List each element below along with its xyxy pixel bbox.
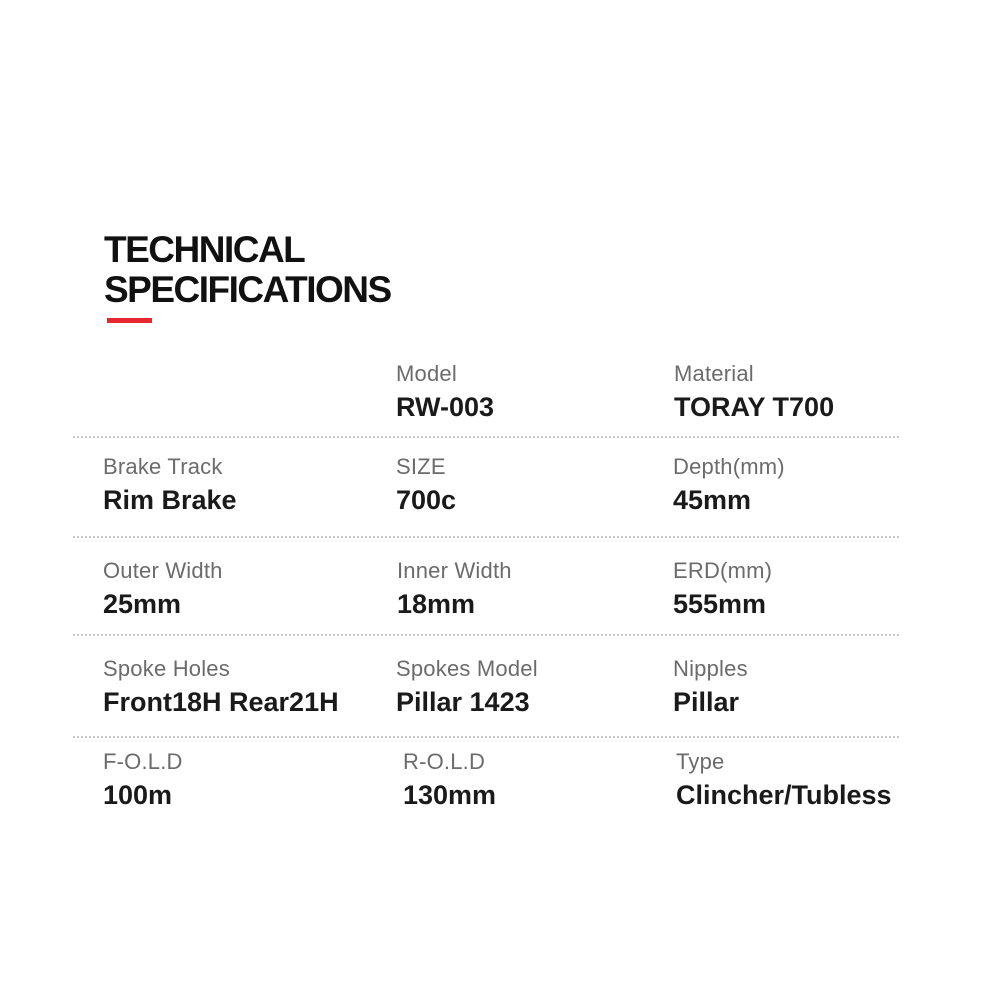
spec-nipples bbox=[673, 657, 748, 717]
row-divider bbox=[73, 634, 899, 636]
spec-spoke-holes bbox=[103, 657, 339, 717]
spec-nipples-value: Pillar bbox=[673, 687, 740, 717]
spec-material-label: Material bbox=[674, 361, 754, 386]
spec-model-value: RW-003 bbox=[396, 392, 494, 422]
spec-brake-track bbox=[103, 455, 237, 515]
spec-inner-width bbox=[397, 559, 512, 619]
spec-depth-label: Depth(mm) bbox=[673, 454, 785, 479]
spec-f-old bbox=[103, 750, 183, 810]
spec-erd-label: ERD(mm) bbox=[673, 558, 773, 583]
spec-r-old-value: 130mm bbox=[403, 780, 497, 810]
row-divider bbox=[73, 536, 899, 538]
spec-model bbox=[396, 362, 494, 422]
spec-r-old-label: R-O.L.D bbox=[403, 749, 486, 774]
spec-r-old bbox=[403, 750, 496, 810]
spec-inner-width-label: Inner Width bbox=[397, 558, 512, 583]
spec-size-value: 700c bbox=[396, 485, 457, 515]
spec-outer-width bbox=[103, 559, 223, 619]
spec-size-label: SIZE bbox=[396, 454, 446, 479]
spec-size bbox=[396, 455, 456, 515]
spec-brake-track-value: Rim Brake bbox=[103, 485, 237, 515]
spec-depth-value: 45mm bbox=[673, 485, 752, 515]
spec-type-value: Clincher/Tubless bbox=[676, 780, 892, 810]
spec-spokes-model-label: Spokes Model bbox=[396, 656, 538, 681]
spec-material-value: TORAY T700 bbox=[674, 392, 835, 422]
spec-spokes-model bbox=[396, 657, 538, 717]
spec-spoke-holes-value: Front18H Rear21H bbox=[103, 687, 339, 717]
spec-outer-width-value: 25mm bbox=[103, 589, 182, 619]
spec-brake-track-label: Brake Track bbox=[103, 454, 223, 479]
spec-nipples-label: Nipples bbox=[673, 656, 748, 681]
spec-erd bbox=[673, 559, 772, 619]
spec-f-old-value: 100m bbox=[103, 780, 173, 810]
spec-model-label: Model bbox=[396, 361, 457, 386]
spec-type bbox=[676, 750, 892, 810]
page-title-line1: TECHNICAL bbox=[104, 229, 305, 270]
spec-depth bbox=[673, 455, 785, 515]
title-accent-bar bbox=[107, 318, 152, 323]
page-title bbox=[104, 230, 391, 310]
spec-spokes-model-value: Pillar 1423 bbox=[396, 687, 530, 717]
spec-f-old-label: F-O.L.D bbox=[103, 749, 183, 774]
row-divider bbox=[73, 436, 899, 438]
spec-type-label: Type bbox=[676, 749, 725, 774]
spec-erd-value: 555mm bbox=[673, 589, 767, 619]
spec-material bbox=[674, 362, 834, 422]
spec-inner-width-value: 18mm bbox=[397, 589, 476, 619]
row-divider bbox=[73, 736, 899, 738]
spec-spoke-holes-label: Spoke Holes bbox=[103, 656, 230, 681]
spec-outer-width-label: Outer Width bbox=[103, 558, 223, 583]
page-title-line2: SPECIFICATIONS bbox=[104, 269, 391, 310]
